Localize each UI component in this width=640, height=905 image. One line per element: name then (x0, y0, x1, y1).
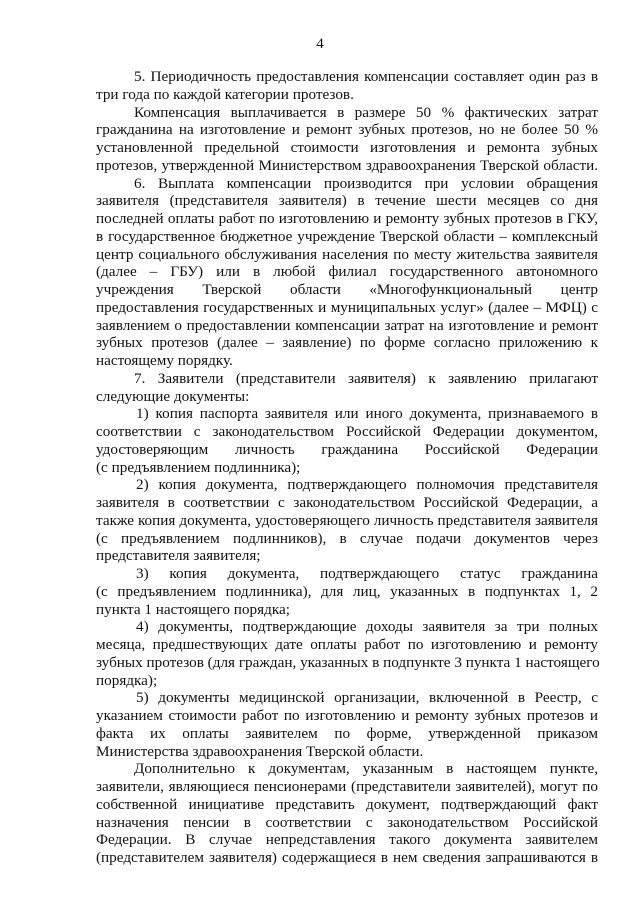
text-line: Компенсация выплачивается в размере 50 % фактических затрат (134, 103, 598, 121)
document-body (96, 68, 598, 867)
text-line: порядка); (96, 671, 158, 689)
text-line: 1) копия паспорта заявителя или иного документа, признаваемого в (136, 405, 598, 423)
text-line: заявителя (представителя заявителя) в течение шести месяцев со дня (96, 192, 598, 210)
text-line: три года по каждой категории протезов. (96, 85, 354, 103)
text-line: соответствии с законодательством Российской Федерации документом, (96, 423, 598, 440)
text-line: 5) документы медицинской организации, включенной в Реестр, с (136, 689, 598, 707)
text-line: зубных протезов (далее – заявление) по форме согласно приложению к (96, 334, 598, 352)
text-line: гражданина на изготовление и ремонт зубных протезов, но не более 50 % (96, 121, 598, 139)
text-line: (с предъявлением подлинников), в случае подачи документов через (96, 529, 598, 547)
text-line: Министерства здравоохранения Тверской области. (96, 742, 424, 760)
text-line: зубных протезов (для граждан, указанных в подпункте 3 пункта 1 настоящего (96, 653, 600, 671)
text-line: последней оплаты работ по изготовлению и ремонту зубных протезов в ГКУ, (96, 210, 598, 227)
text-line: (представителем заявителя) содержащиеся в нем сведения запрашиваются в (96, 849, 598, 866)
text-line: настоящему порядку. (96, 352, 233, 369)
text-line: установленной предельной стоимости изготовления и ремонта зубных (96, 139, 598, 156)
text-line: 4) документы, подтверждающие доходы заявителя за три полных (136, 618, 598, 636)
text-line: заявителя в соответствии с законодательством Российской Федерации, а (96, 494, 598, 511)
text-line: 6. Выплата компенсации производится при условии обращения (134, 174, 598, 192)
text-line: (далее – ГБУ) или в любой филиал государственного автономного (96, 263, 598, 281)
text-line: Дополнительно к документам, указанным в настоящем пункте, (134, 760, 598, 778)
text-line: указанием стоимости работ по изготовлению и ремонту зубных протезов и (96, 707, 598, 724)
text-line: учреждения Тверской области «Многофункциональный центр (96, 281, 598, 298)
text-line: 3) копия документа, подтверждающего статус гражданина (136, 565, 598, 582)
page-number: 4 (316, 36, 324, 52)
text-line: Федерации. В случае непредставления такого документа заявителем (96, 831, 598, 849)
text-line: 7. Заявители (представители заявителя) к заявлению прилагают (134, 369, 598, 387)
text-line: (с предъявлением подлинника); (96, 458, 301, 476)
text-line: представителя заявителя; (96, 547, 261, 565)
text-line: месяца, предшествующих дате оплаты работ по изготовлению и ремонту (96, 636, 598, 653)
text-line: собственной инициативе представить документ, подтверждающий факт (96, 795, 598, 813)
text-line: (с предъявлением подлинника), для лиц, указанных в подпунктах 1, 2 (96, 582, 598, 600)
text-line: 2) копия документа, подтверждающего полномочия представителя (136, 476, 598, 494)
text-line: назначения пенсии в соответствии с законодательством Российской (96, 813, 598, 831)
text-line: центр социального обслуживания населения по месту жительства заявителя (96, 245, 598, 263)
text-line: предоставления государственных и муниципальных услуг» (далее – МФЦ) с (96, 298, 598, 316)
text-line: пункта 1 настоящего порядка; (96, 600, 290, 618)
text-line: 5. Периодичность предоставления компенсации составляет один раз в (134, 68, 598, 85)
text-line: протезов, утвержденной Министерством здравоохранения Тверской области. (96, 156, 598, 174)
text-line: также копия документа, удостоверяющего личность представителя заявителя (96, 511, 598, 529)
text-line: заявители, являющиеся пенсионерами (представители заявителей), могут по (96, 778, 598, 795)
text-line: удостоверяющим личность гражданина Российской Федерации (96, 440, 598, 458)
text-line: заявлением о предоставлении компенсации затрат на изготовление и ремонт (96, 316, 598, 334)
text-line: в государственное бюджетное учреждение Тверской области – комплексный (96, 227, 598, 245)
text-line: следующие документы: (96, 387, 250, 405)
text-line: факта их оплаты заявителем по форме, утвержденной приказом (96, 724, 598, 742)
